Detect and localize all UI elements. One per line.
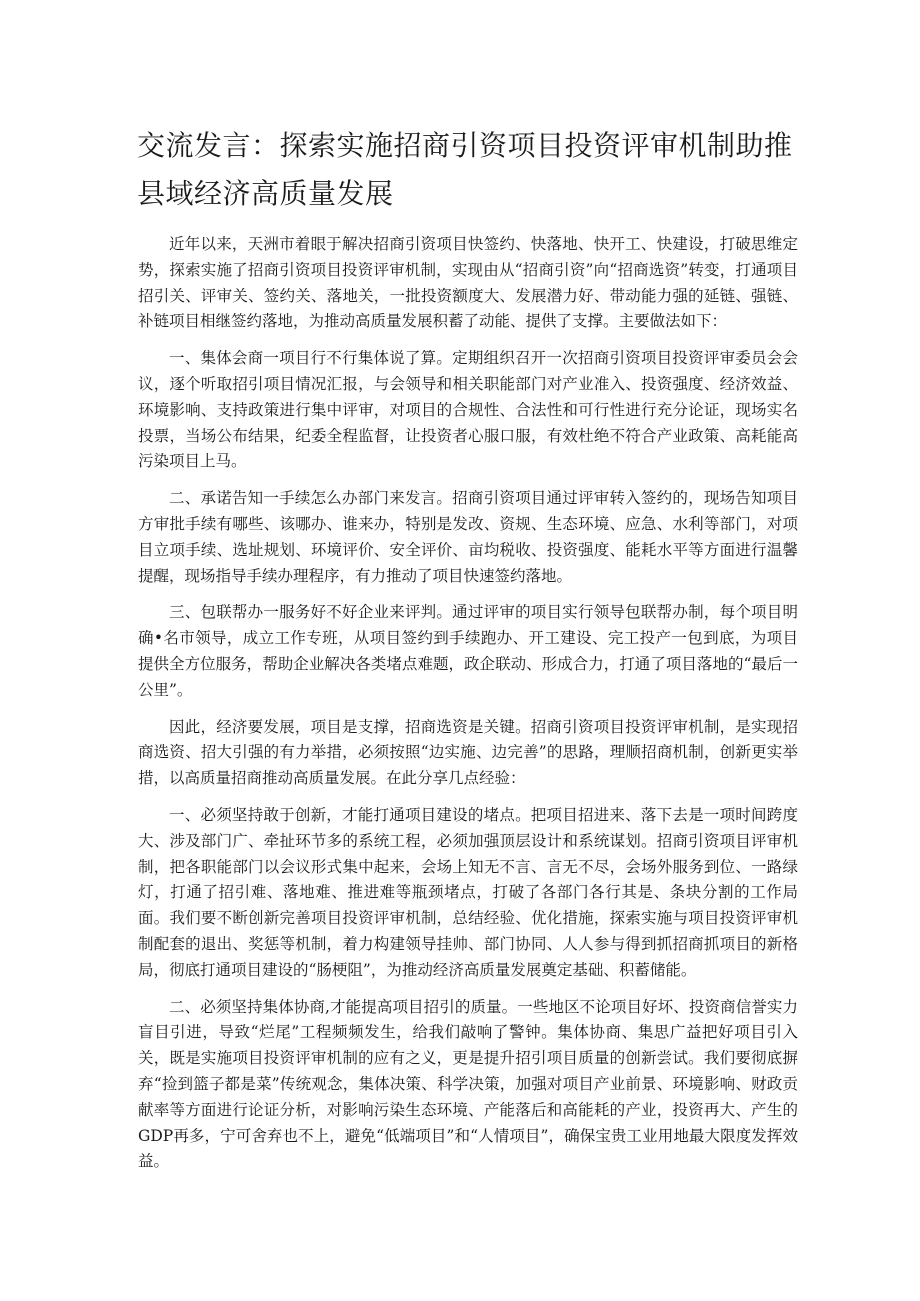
document-body [138,232,798,1186]
paragraph-experience-2: 二、必须坚持集体协商,才能提高项目招引的质量。一些地区不论项目好坏、投资商信誉实力盲目引进，导致“烂尾”工程频频发生，给我们敲响了警钟。集体协商、集思广益把好项目引入关，既是实施项目投资评审机制的应有之义，更是提升招引项目质量的创新尝试。我们要彻底摒弃“捡到篮子都是菜”传统观念，集体决策、科学决策，加强对项目产业前景、环境影响、财政贡献率等方面进行论证分析，对影响污染生态环境、产能落后和高能耗的产业，投资再大、产生的GDP再多，宁可舍弃也不上，避免“低端项目”和“人情项目”，确保宝贵工业用地最大限度发挥效益。 [138,997,798,1171]
paragraph-transition: 因此，经济要发展，项目是支撑，招商选资是关键。招商引资项目投资评审机制，是实现招商选资、招大引强的有力举措，必须按照“边实施、边完善”的思路，理顺招商机制，创新更实举措，以高质量招商推动高质量发展。在此分享几点经验： [138,717,798,788]
paragraph-practice-2: 二、承诺告知一手续怎么办部门来发言。招商引资项目通过评审转入签约的，现场告知项目方审批手续有哪些、该哪办、谁来办，特别是发改、资规、生态环境、应急、水利等部门，对项目立项手续、选址规划、环境评价、安全评价、亩均税收、投资强度、能耗水平等方面进行温馨提醒，现场指导手续办理程序，有力推动了项目快速签约落地。 [138,489,798,585]
paragraph-experience-1: 一、必须坚持敢于创新，才能打通项目建设的堵点。把项目招进来、落下去是一项时间跨度大、涉及部门广、牵扯环节多的系统工程，必须加强顶层设计和系统谋划。招商引资项目评审机制，把各职能部门以会议形式集中起来，会场上知无不言、言无不尽，会场外服务到位、一路绿灯，打通了招引难、落地难、推进难等瓶颈堵点，打破了各部门各行其是、条块分割的工作局面。我们要不断创新完善项目投资评审机制，总结经验、优化措施，探索实施与项目投资评审机制配套的退出、奖惩等机制，着力构建领导挂帅、部门协同、人人参与得到抓招商抓项目的新格局，彻底打通项目建设的“肠梗阻”，为推动经济高质量发展奠定基础、积蓄储能。 [138,805,798,979]
paragraph-intro: 近年以来，天洲市着眼于解决招商引资项目快签约、快落地、快开工、快建设，打破思维定势，探索实施了招商引资项目投资评审机制，实现由从“招商引资”向“招商选资”转变，打通项目招引关、评审关、签约关、落地关，一批投资额度大、发展潜力好、带动能力强的延链、强链、补链项目相继签约落地，为推动高质量发展积蓄了动能、提供了支撑。主要做法如下： [138,235,798,331]
document-title: 交流发言：探索实施招商引资项目投资评审机制助推县域经济高质量发展 [137,129,793,210]
paragraph-practice-1: 一、集体会商一项目行不行集体说了算。定期组织召开一次招商引资项目投资评审委员会会议，逐个听取招引项目情况汇报，与会领导和相关职能部门对产业准入、投资强度、经济效益、环境影响、支持政策进行集中评审，对项目的合规性、合法性和可行性进行充分论证，现场实名投票，当场公布结果，纪委全程监督，让投资者心服口服，有效杜绝不符合产业政策、高耗能高污染项目上马。 [138,349,798,471]
paragraph-practice-3: 三、包联帮办一服务好不好企业来评判。通过评审的项目实行领导包联帮办制，每个项目明确•名市领导，成立工作专班，从项目签约到手续跑办、开工建设、完工投产一包到底，为项目提供全方位服务，帮助企业解决各类堵点难题，政企联动、形成合力，打通了项目落地的“最后一公里”。 [138,603,798,699]
